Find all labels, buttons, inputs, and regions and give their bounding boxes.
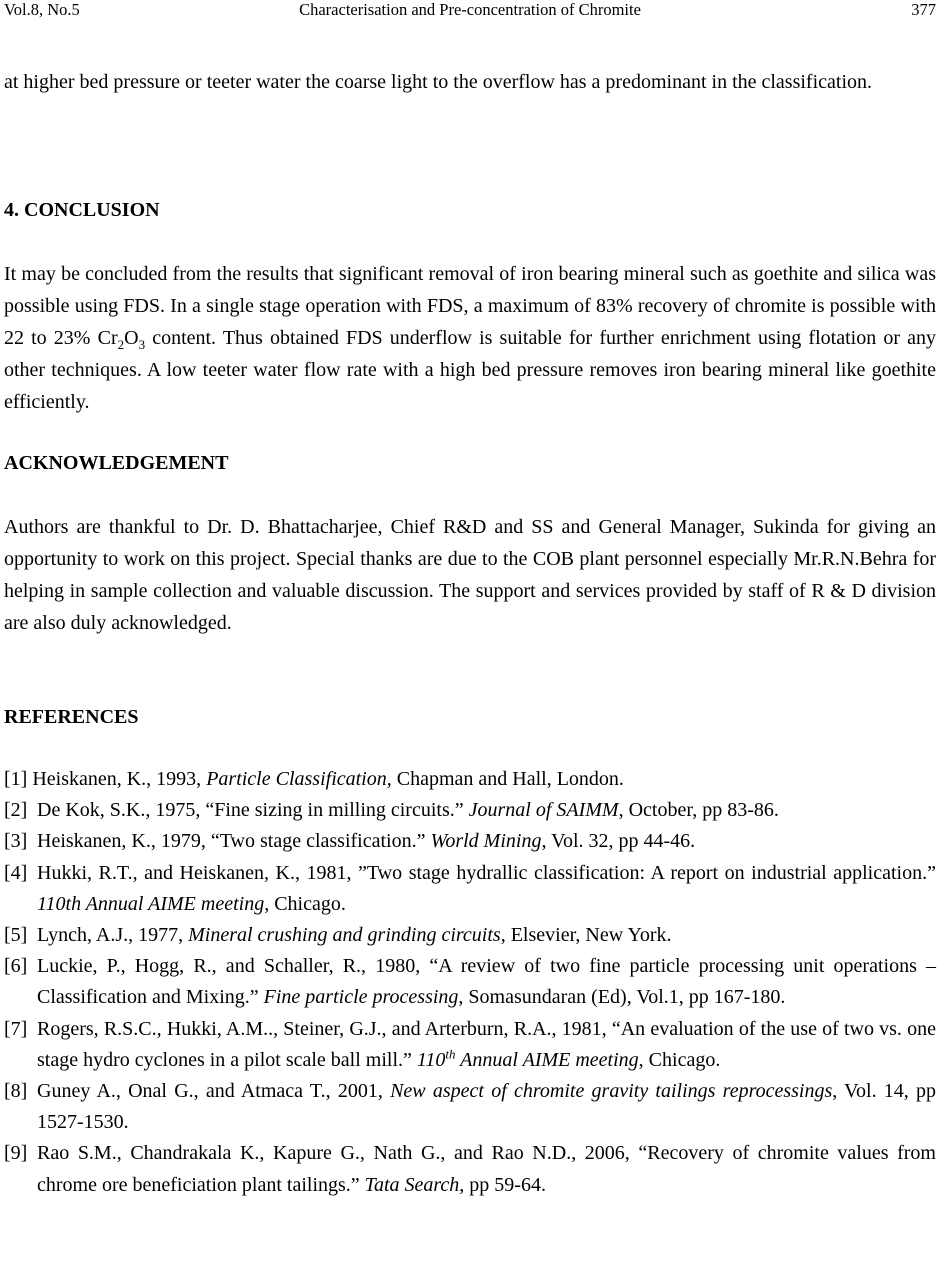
- reference-text: Rogers, R.S.C., Hukki, A.M.., Steiner, G.J., and Arterburn, R.A., 1981, “An evaluation of the use of two vs. one stage hydro cyclones in a pilot scale ball mill.”: [37, 1017, 936, 1071]
- references-list: [4, 764, 936, 1201]
- conclusion-text-b: content. Thus obtained FDS underflow is suitable for further enrichment using flotation or any other techniques. A low teeter water flow rate with a high bed pressure removes iron bearing mineral like goethite efficiently.: [4, 327, 936, 413]
- reference-text: Heiskanen, K., 1979, “Two stage classification.”: [37, 830, 431, 853]
- conclusion-heading: 4. CONCLUSION: [4, 199, 160, 221]
- reference-number: [4]: [4, 861, 28, 884]
- reference-item: [4, 795, 936, 826]
- reference-text: Rao S.M., Chandrakala K., Kapure G., Nath G., and Rao N.D., 2006, “Recovery of chromite values from chrome ore beneficiation plant tailings.”: [37, 1142, 936, 1196]
- reference-item: [4, 1076, 936, 1138]
- reference-item: [4, 920, 936, 951]
- reference-source: World Mining: [430, 830, 542, 853]
- reference-details: , Chicago.: [264, 892, 346, 915]
- reference-source: Fine particle processing: [263, 986, 459, 1009]
- reference-source: Tata Search: [364, 1173, 460, 1196]
- reference-details: Chapman and Hall, London.: [391, 768, 624, 790]
- reference-source: [416, 1046, 639, 1071]
- reference-source: New aspect of chromite gravity tailings reprocessings: [390, 1080, 833, 1103]
- conclusion-text-o: O: [124, 327, 139, 349]
- ordinal-superscript: th: [445, 1046, 456, 1062]
- reference-source: Mineral crushing and grinding circuits: [188, 924, 501, 947]
- reference-number: [1]: [4, 768, 28, 790]
- reference-item: [4, 858, 936, 920]
- reference-details: , pp 59-64.: [459, 1173, 546, 1196]
- reference-text: Luckie, P., Hogg, R., and Schaller, R., 1980, “A review of two fine particle processing unit operations – Classification and Mixing.”: [37, 955, 936, 1009]
- reference-text: Hukki, R.T., and Heiskanen, K., 1981, ”Two stage hydrallic classification: A report on industrial application.”: [37, 861, 936, 884]
- running-title: Characterisation and Pre-concentration of Chromite: [299, 0, 641, 19]
- reference-details: , October, pp 83-86.: [618, 799, 779, 822]
- intro-paragraph: at higher bed pressure or teeter water the coarse light to the overflow has a predominant in the classification.: [4, 71, 873, 93]
- reference-source: Particle Classification,: [206, 768, 392, 790]
- conclusion-paragraph: [4, 258, 936, 418]
- reference-item: [4, 764, 936, 795]
- conclusion-text-a: It may be concluded from the results that significant removal of iron bearing mineral such as goethite and silica was possible using FDS. In a single stage operation with FDS, a maximum of 83% recovery of chromite is possible with 22 to 23% Cr: [4, 263, 936, 349]
- reference-item: [4, 1138, 936, 1200]
- reference-number: [7]: [4, 1017, 28, 1040]
- subscript-3: 3: [138, 337, 146, 352]
- reference-number: [3]: [4, 830, 28, 853]
- reference-source-name: Annual AIME meeting: [455, 1048, 639, 1071]
- reference-text: Guney A., Onal G., and Atmaca T., 2001,: [37, 1080, 391, 1103]
- acknowledgement-heading: ACKNOWLEDGEMENT: [4, 452, 229, 474]
- reference-item: [4, 1014, 936, 1076]
- reference-number: [5]: [4, 924, 28, 947]
- reference-number: [6]: [4, 955, 28, 978]
- journal-volume: Vol.8, No.5: [4, 0, 80, 19]
- page-header: [0, 0, 940, 24]
- reference-text: Lynch, A.J., 1977,: [37, 924, 189, 947]
- reference-text: Heiskanen, K., 1993,: [27, 768, 207, 790]
- reference-details: , Somasundaran (Ed), Vol.1, pp 167-180.: [458, 986, 786, 1009]
- reference-text: De Kok, S.K., 1975, “Fine sizing in milling circuits.”: [37, 799, 469, 822]
- reference-number: [9]: [4, 1142, 28, 1165]
- reference-item: [4, 951, 936, 1013]
- subscript-2: 2: [117, 337, 125, 352]
- page-number: 377: [911, 0, 936, 19]
- reference-details: , Elsevier, New York.: [500, 924, 672, 947]
- reference-details: , Vol. 14, pp 1527-1530.: [37, 1080, 937, 1134]
- references-heading: REFERENCES: [4, 706, 139, 728]
- reference-details: , Chicago.: [638, 1048, 721, 1071]
- reference-source: Journal of SAIMM: [468, 799, 619, 822]
- reference-number: [2]: [4, 799, 28, 822]
- acknowledgement-paragraph: Authors are thankful to Dr. D. Bhattacharjee, Chief R&D and SS and General Manager, Sukinda for giving an opportunity to work on this project. Special thanks are due to the COB plant personnel especially Mr.R.N.Behra for helping in sample collection and valuable discussion. The support and services provided by staff of R & D division are also duly acknowledged.: [4, 516, 936, 634]
- reference-source: 110th Annual AIME meeting: [37, 892, 265, 915]
- reference-details: , Vol. 32, pp 44-46.: [541, 830, 696, 853]
- reference-source-number: 110: [416, 1048, 446, 1071]
- reference-number: [8]: [4, 1080, 28, 1103]
- reference-item: [4, 826, 936, 857]
